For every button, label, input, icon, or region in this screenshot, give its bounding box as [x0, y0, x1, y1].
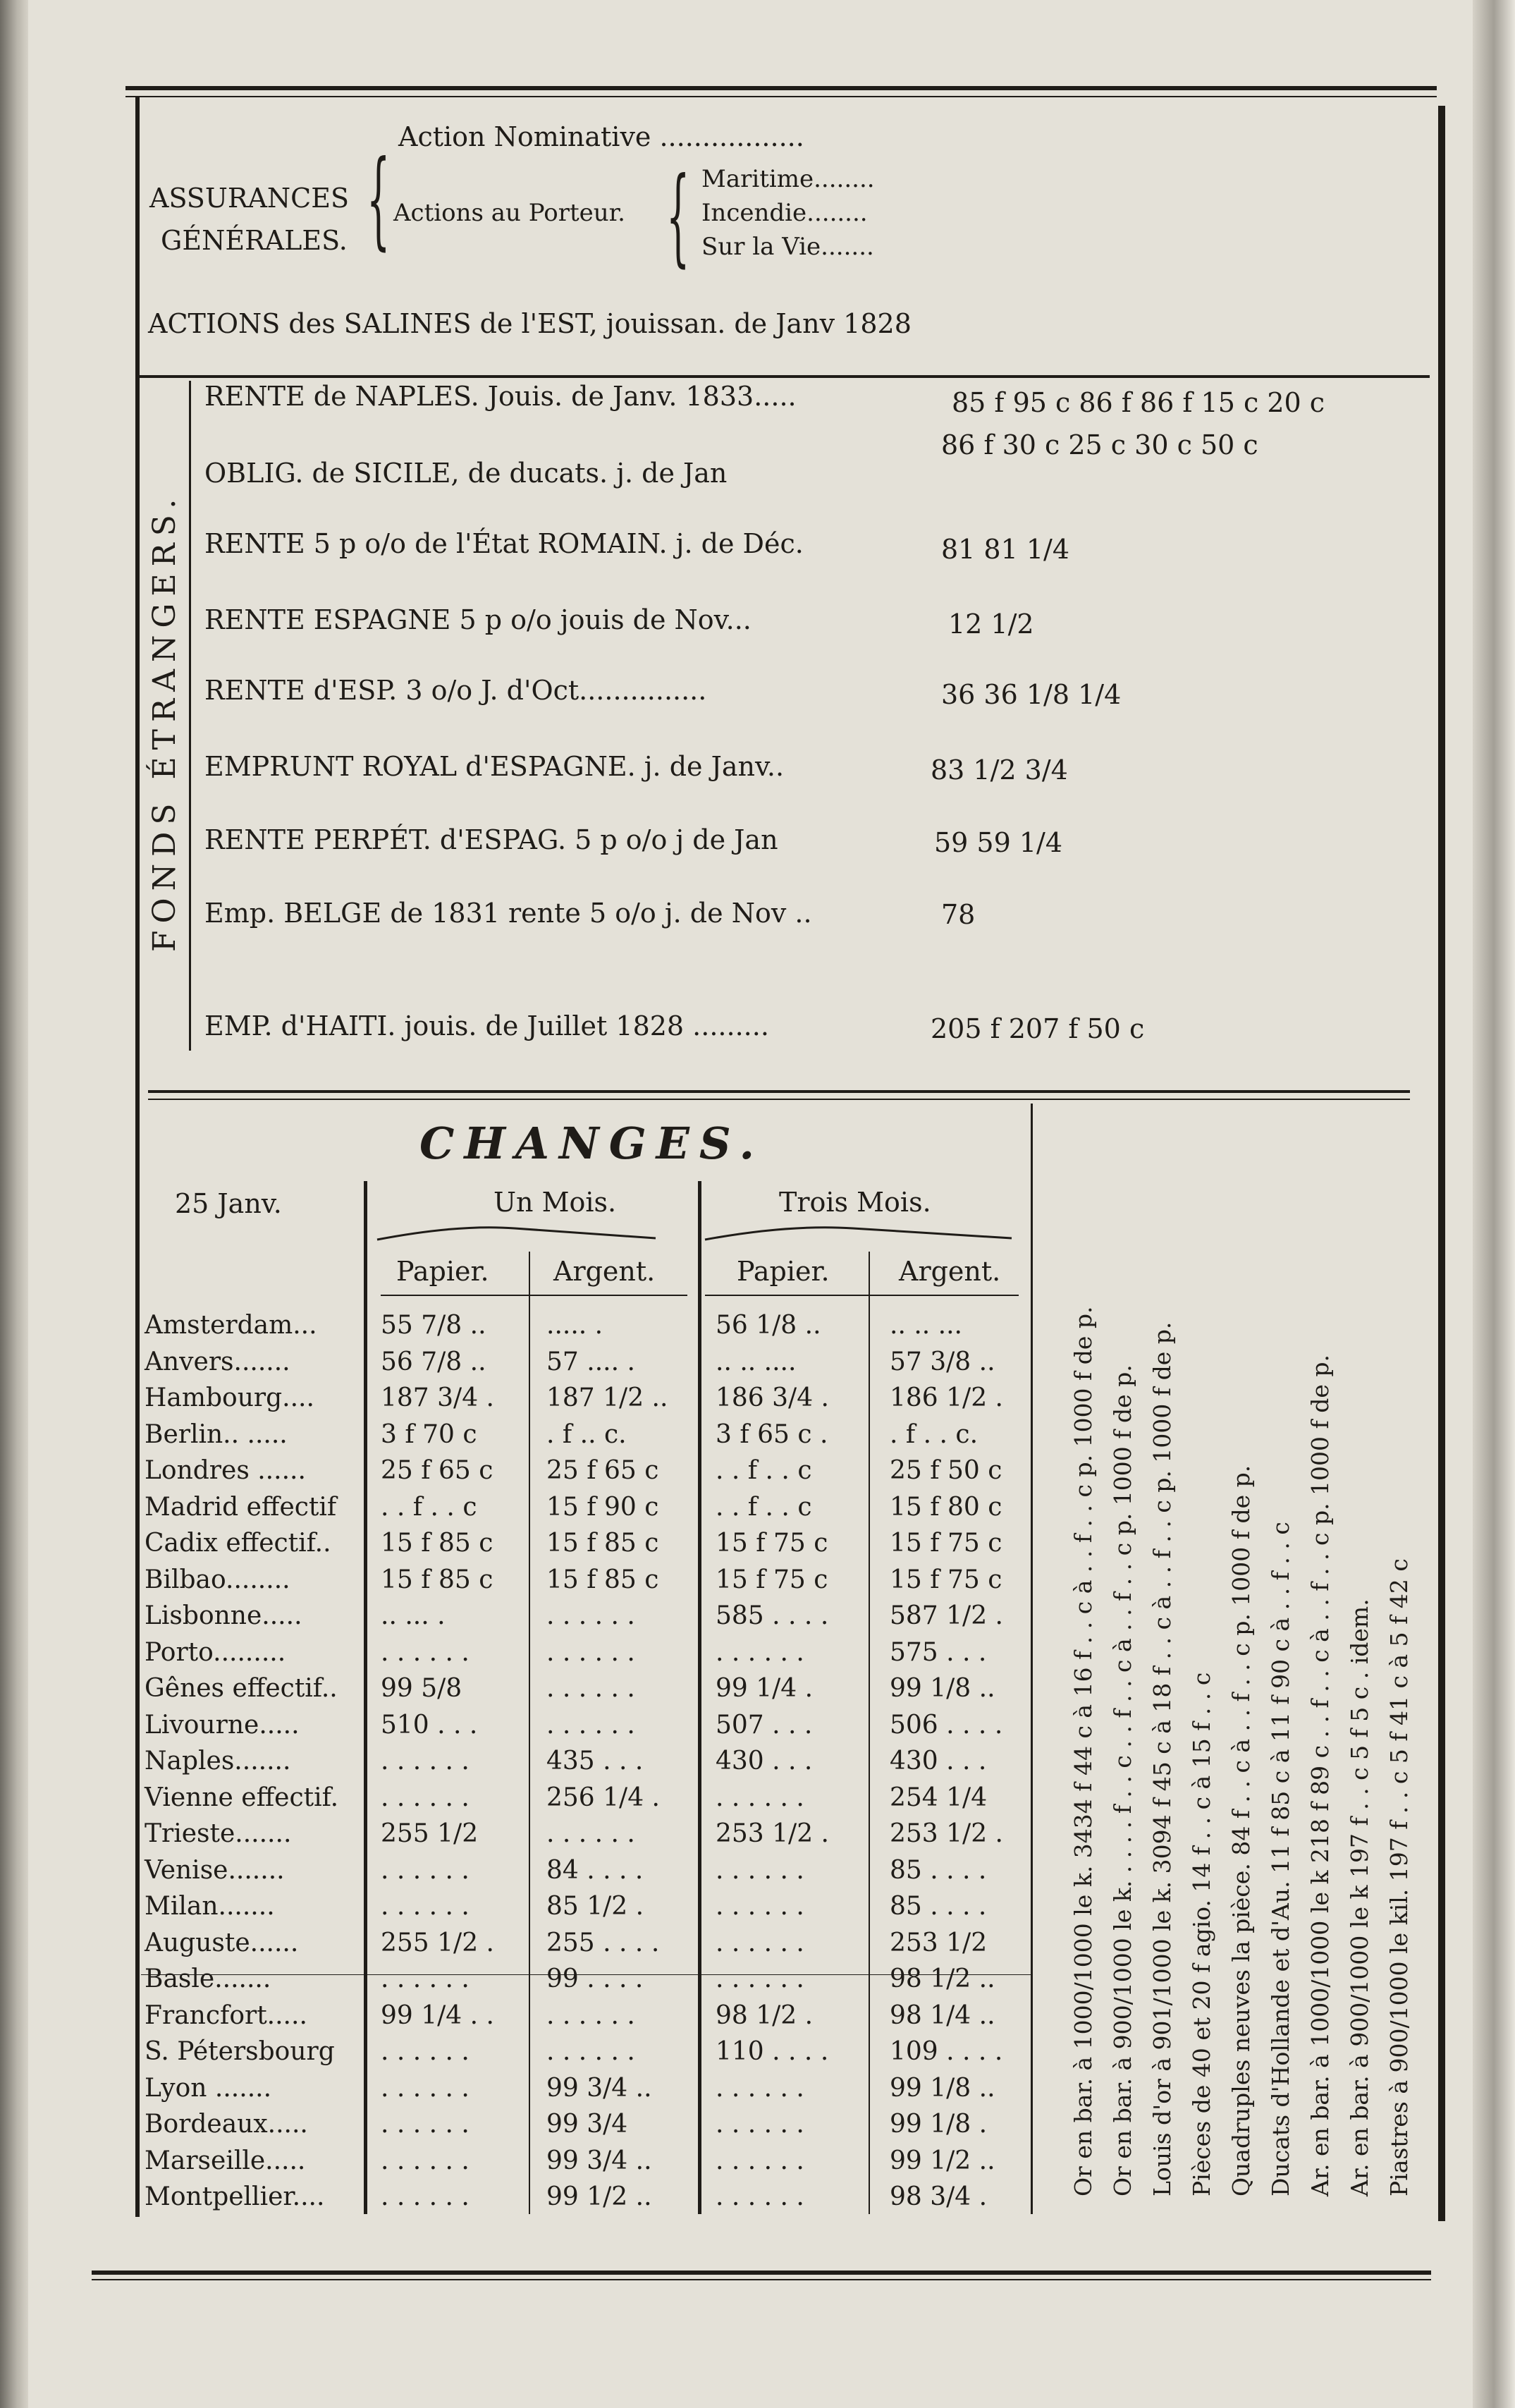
fonds-divider — [189, 381, 191, 1051]
changes-argent-3: 506 . . . . — [890, 1710, 1003, 1740]
changes-city: Lisbonne..... — [145, 1601, 302, 1630]
left-frame-rule — [135, 97, 140, 2217]
metal-rate-line: Or en bar. à 1000/1000 le k. 3434 f 44 c à 16 f . . c à . . f . . c p. 1000 f de p. — [1069, 1306, 1097, 2196]
changes-city: Hambourg.... — [145, 1383, 314, 1412]
changes-argent-1: ..... . — [546, 1311, 603, 1340]
sub-rule-3 — [705, 1295, 1019, 1296]
page-edge-left — [0, 0, 28, 2408]
changes-city: Livourne..... — [145, 1710, 300, 1740]
col-divider-a3 — [869, 1252, 870, 2214]
fonds-row-name: RENTE ESPAGNE 5 p o/o jouis de Nov... — [204, 604, 752, 635]
changes-argent-3: 99 1/8 .. — [890, 2073, 995, 2103]
sur-la-vie: Sur la Vie....... — [701, 233, 874, 261]
changes-argent-3: 253 1/2 — [890, 1928, 988, 1957]
actions-porteur: Actions au Porteur. — [393, 199, 625, 227]
changes-argent-1: 99 3/4 — [546, 2110, 628, 2139]
papier-header-1: Papier. — [396, 1256, 489, 1287]
changes-papier-1: . . . . . . — [381, 1892, 470, 1921]
changes-papier-1: . . f . . c — [381, 1492, 477, 1522]
page-edge-right — [1473, 0, 1515, 2408]
fonds-row-value: 36 36 1/8 1/4 — [941, 679, 1122, 710]
changes-argent-3: 98 1/2 .. — [890, 1964, 995, 1993]
changes-argent-3: 575 . . . — [890, 1637, 987, 1667]
metal-rate-line: Ar. en bar. à 900/1000 le k 197 f . . c 5 f 5 c . idem. — [1346, 1599, 1373, 2196]
changes-argent-1: 256 1/4 . — [546, 1783, 660, 1812]
changes-papier-1: 15 f 85 c — [381, 1565, 493, 1594]
fonds-bottom-rule-thin — [148, 1099, 1410, 1100]
changes-argent-3: 109 . . . . — [890, 2037, 1003, 2066]
changes-papier-3: . . . . . . — [716, 2146, 804, 2175]
argent-header-1: Argent. — [553, 1256, 656, 1287]
changes-papier-1: 99 1/4 . . — [381, 2000, 494, 2030]
changes-argent-3: 15 f 75 c — [890, 1529, 1002, 1558]
metal-rate-line: Ar. en bar. à 1000/1000 le k 218 f 89 c . . f . . c à . . f . . c p. 1000 f de p. — [1306, 1355, 1334, 2196]
changes-papier-3: 3 f 65 c . — [716, 1419, 828, 1449]
changes-city: Francfort..... — [145, 2000, 307, 2030]
top-rule — [125, 86, 1437, 90]
metal-rate-line: Pièces de 40 et 20 f agio. 14 f . . c à 15 f . . c — [1188, 1672, 1215, 2196]
argent-header-3: Argent. — [899, 1256, 1001, 1287]
changes-papier-1: . . . . . . — [381, 1747, 470, 1776]
changes-papier-3: . . . . . . — [716, 1928, 804, 1957]
action-nominative: Action Nominative ................. — [398, 121, 804, 152]
changes-city: Venise....... — [145, 1855, 285, 1885]
changes-argent-1: 99 1/2 .. — [546, 2182, 652, 2211]
fonds-row-name: RENTE de NAPLES. Jouis. de Janv. 1833..... — [204, 381, 797, 412]
papier-header-3: Papier. — [737, 1256, 830, 1287]
changes-papier-1: 510 . . . — [381, 1710, 478, 1740]
changes-argent-3: 254 1/4 — [890, 1783, 988, 1812]
fonds-row-name: RENTE PERPÉT. d'ESPAG. 5 p o/o j de Jan — [204, 824, 778, 855]
changes-argent-1: . . . . . . — [546, 2000, 635, 2030]
changes-city: Montpellier.... — [145, 2182, 325, 2211]
changes-argent-3: 15 f 80 c — [890, 1492, 1002, 1522]
right-frame-rule — [1438, 106, 1445, 2221]
changes-argent-3: 186 1/2 . — [890, 1383, 1003, 1412]
changes-argent-1: . . . . . . — [546, 1710, 635, 1740]
metal-rate-line: Piastres à 900/1000 le kil. 197 f . . c 5 f 41 c à 5 f 42 c — [1385, 1558, 1413, 2196]
changes-city: Anvers....... — [145, 1347, 290, 1376]
changes-papier-3: . . . . . . — [716, 1783, 804, 1812]
changes-papier-3: . . . . . . — [716, 1637, 804, 1667]
changes-city: Naples....... — [145, 1747, 291, 1776]
changes-argent-3: 98 3/4 . — [890, 2182, 988, 2211]
metal-rate-line: Ducats d'Hollande et d'Au. 11 f 85 c à 11 f 90 c à . . f . . c — [1267, 1522, 1294, 2196]
changes-argent-3: 99 1/8 .. — [890, 1674, 995, 1703]
changes-papier-1: 25 f 65 c — [381, 1456, 493, 1485]
changes-papier-3: 507 . . . — [716, 1710, 813, 1740]
fonds-row-name: Emp. BELGE de 1831 rente 5 o/o j. de Nov .. — [204, 898, 812, 929]
fonds-bottom-rule — [148, 1090, 1410, 1093]
changes-papier-3: 56 1/8 .. — [716, 1311, 821, 1340]
changes-papier-1: 99 5/8 — [381, 1674, 462, 1703]
changes-argent-1: 435 . . . — [546, 1747, 644, 1776]
changes-date: 25 Janv. — [175, 1188, 282, 1219]
changes-title: CHANGES. — [419, 1118, 765, 1169]
brace-1: { — [367, 138, 391, 261]
changes-papier-3: .. .. .... — [716, 1347, 797, 1376]
changes-papier-1: . . . . . . — [381, 1855, 470, 1885]
changes-argent-1: . . . . . . — [546, 1637, 635, 1667]
col-divider-3mois — [698, 1181, 701, 2214]
fonds-row-value: 59 59 1/4 — [934, 827, 1063, 858]
fonds-row-name: RENTE d'ESP. 3 o/o J. d'Oct............... — [204, 675, 707, 706]
changes-argent-1: 99 3/4 .. — [546, 2146, 652, 2175]
changes-city: Trieste....... — [145, 1819, 292, 1848]
fonds-row-value: 85 f 95 c 86 f 86 f 15 c 20 c — [952, 387, 1325, 418]
changes-papier-1: 255 1/2 — [381, 1819, 479, 1848]
fonds-row-name: OBLIG. de SICILE, de ducats. j. de Jan — [204, 458, 728, 489]
changes-city: Cadix effectif.. — [145, 1529, 331, 1558]
fonds-row-name: EMP. d'HAITI. jouis. de Juillet 1828 ......... — [204, 1010, 769, 1041]
fonds-row-value: 81 81 1/4 — [941, 534, 1070, 565]
trois-mois-header: Trois Mois. — [779, 1187, 931, 1218]
changes-papier-3: 253 1/2 . — [716, 1819, 829, 1848]
fonds-etrangers-label: FONDS ÉTRANGERS. — [147, 491, 183, 952]
changes-papier-3: . . . . . . — [716, 1892, 804, 1921]
changes-argent-1: 255 . . . . — [546, 1928, 660, 1957]
brace-2: { — [666, 155, 690, 278]
changes-argent-1: 85 1/2 . — [546, 1892, 644, 1921]
col-divider-city — [364, 1181, 367, 2214]
changes-papier-1: 55 7/8 .. — [381, 1311, 486, 1340]
changes-papier-1: . . . . . . — [381, 2037, 470, 2066]
salines: ACTIONS des SALINES de l'EST, jouissan. de Janv 1828 — [148, 308, 912, 339]
changes-argent-1: 84 . . . . — [546, 1855, 644, 1885]
assurances-label-2: GÉNÉRALES. — [161, 225, 348, 256]
changes-city: Marseille..... — [145, 2146, 306, 2175]
changes-city: Milan....... — [145, 1892, 275, 1921]
changes-argent-3: 25 f 50 c — [890, 1456, 1002, 1485]
header-flourish — [374, 1218, 1015, 1247]
changes-papier-1: 255 1/2 . — [381, 1928, 494, 1957]
changes-argent-3: 85 . . . . — [890, 1892, 987, 1921]
changes-papier-3: 15 f 75 c — [716, 1529, 828, 1558]
changes-argent-3: 587 1/2 . — [890, 1601, 1003, 1630]
changes-papier-3: 585 . . . . — [716, 1601, 829, 1630]
changes-papier-1: . . . . . . — [381, 2110, 470, 2139]
changes-city: Basle....... — [145, 1964, 271, 1993]
changes-papier-1: .. ... . — [381, 1601, 446, 1630]
changes-argent-3: 98 1/4 .. — [890, 2000, 995, 2030]
changes-papier-3: . . f . . c — [716, 1456, 812, 1485]
changes-papier-1: . . . . . . — [381, 2146, 470, 2175]
changes-papier-3: 430 . . . — [716, 1747, 813, 1776]
changes-city: Londres ...... — [145, 1456, 306, 1485]
changes-argent-1: 25 f 65 c — [546, 1456, 659, 1485]
changes-argent-3: . f . . c. — [890, 1419, 979, 1449]
changes-argent-1: 57 .... . — [546, 1347, 635, 1376]
changes-papier-1: . . . . . . — [381, 2182, 470, 2211]
changes-argent-3: 99 1/8 . — [890, 2110, 988, 2139]
fonds-row-name: RENTE 5 p o/o de l'État ROMAIN. j. de Déc. — [204, 528, 804, 559]
assurances-bottom-rule — [140, 375, 1430, 378]
changes-argent-1: 15 f 90 c — [546, 1492, 659, 1522]
changes-city: Bordeaux..... — [145, 2110, 308, 2139]
changes-argent-1: . . . . . . — [546, 1601, 635, 1630]
col-divider-metals — [1031, 1104, 1033, 2214]
changes-argent-1: . . . . . . — [546, 1819, 635, 1848]
changes-papier-3: 15 f 75 c — [716, 1565, 828, 1594]
metal-rate-line: Or en bar. à 900/1000 le k. . . . . f . . c . . f . . c à . . f . . c p. 1000 f de p. — [1109, 1364, 1136, 2196]
changes-papier-1: . . . . . . — [381, 1783, 470, 1812]
changes-papier-1: 56 7/8 .. — [381, 1347, 486, 1376]
changes-argent-1: . . . . . . — [546, 2037, 635, 2066]
fonds-row-value: 205 f 207 f 50 c — [931, 1013, 1145, 1044]
changes-papier-3: . . . . . . — [716, 2073, 804, 2103]
changes-papier-1: 187 3/4 . — [381, 1383, 494, 1412]
col-divider-a1 — [529, 1252, 530, 2214]
changes-city: Lyon ....... — [145, 2073, 272, 2103]
changes-city: S. Pétersbourg — [145, 2037, 335, 2066]
un-mois-header: Un Mois. — [493, 1187, 617, 1218]
changes-argent-1: 15 f 85 c — [546, 1565, 659, 1594]
bottom-rule-thin — [92, 2279, 1431, 2280]
changes-city: Berlin.. ..... — [145, 1419, 288, 1449]
changes-papier-3: . . . . . . — [716, 1964, 804, 1993]
maritime: Maritime........ — [701, 165, 875, 193]
changes-papier-1: 15 f 85 c — [381, 1529, 493, 1558]
changes-papier-3: 186 3/4 . — [716, 1383, 829, 1412]
bottom-rule — [92, 2271, 1431, 2275]
top-rule-thin — [125, 96, 1437, 97]
changes-papier-1: 3 f 70 c — [381, 1419, 477, 1449]
changes-papier-3: . . . . . . — [716, 1855, 804, 1885]
changes-city: Bilbao........ — [145, 1565, 290, 1594]
changes-argent-3: 253 1/2 . — [890, 1819, 1003, 1848]
changes-argent-1: 99 . . . . — [546, 1964, 644, 1993]
changes-city: Vienne effectif. — [145, 1783, 339, 1812]
changes-argent-3: 99 1/2 .. — [890, 2146, 995, 2175]
changes-papier-1: . . . . . . — [381, 1637, 470, 1667]
changes-argent-1: . . . . . . — [546, 1674, 635, 1703]
fonds-row-value: 78 — [941, 899, 976, 930]
changes-city: Madrid effectif — [145, 1492, 337, 1522]
changes-papier-3: . . f . . c — [716, 1492, 812, 1522]
changes-city: Gênes effectif.. — [145, 1674, 338, 1703]
changes-argent-1: 187 1/2 .. — [546, 1383, 668, 1412]
changes-argent-1: . f .. c. — [546, 1419, 627, 1449]
changes-papier-1: . . . . . . — [381, 1964, 470, 1993]
metal-rate-line: Quadruples neuves la pièce. 84 f . . c à . . f . . c p. 1000 f de p. — [1227, 1465, 1255, 2196]
fonds-row-value: 12 1/2 — [948, 609, 1034, 640]
incendie: Incendie........ — [701, 199, 868, 227]
changes-papier-3: 110 . . . . — [716, 2037, 829, 2066]
changes-argent-3: .. .. ... — [890, 1311, 962, 1340]
metal-rate-line: Louis d'or à 901/1000 le k. 3094 f 45 c à 18 f . . c à . . f . . c p. 1000 f de p. — [1148, 1321, 1176, 2196]
changes-argent-3: 15 f 75 c — [890, 1565, 1002, 1594]
changes-papier-3: . . . . . . — [716, 2110, 804, 2139]
changes-argent-1: 15 f 85 c — [546, 1529, 659, 1558]
changes-papier-3: 98 1/2 . — [716, 2000, 814, 2030]
changes-papier-3: 99 1/4 . — [716, 1674, 814, 1703]
fonds-row-name: EMPRUNT ROYAL d'ESPAGNE. j. de Janv.. — [204, 751, 785, 782]
changes-argent-3: 430 . . . — [890, 1747, 987, 1776]
changes-papier-1: . . . . . . — [381, 2073, 470, 2103]
sub-rule-1 — [381, 1295, 687, 1296]
fonds-row-value: 83 1/2 3/4 — [931, 754, 1068, 786]
fonds-row-value-2: 86 f 30 c 25 c 30 c 50 c — [941, 429, 1258, 460]
changes-argent-3: 85 . . . . — [890, 1855, 987, 1885]
changes-city: Auguste...... — [145, 1928, 299, 1957]
assurances-label-1: ASSURANCES — [149, 183, 350, 214]
changes-argent-1: 99 3/4 .. — [546, 2073, 652, 2103]
changes-papier-3: . . . . . . — [716, 2182, 804, 2211]
changes-city: Amsterdam... — [145, 1311, 317, 1340]
changes-city: Porto......... — [145, 1637, 286, 1667]
changes-argent-3: 57 3/8 .. — [890, 1347, 995, 1376]
